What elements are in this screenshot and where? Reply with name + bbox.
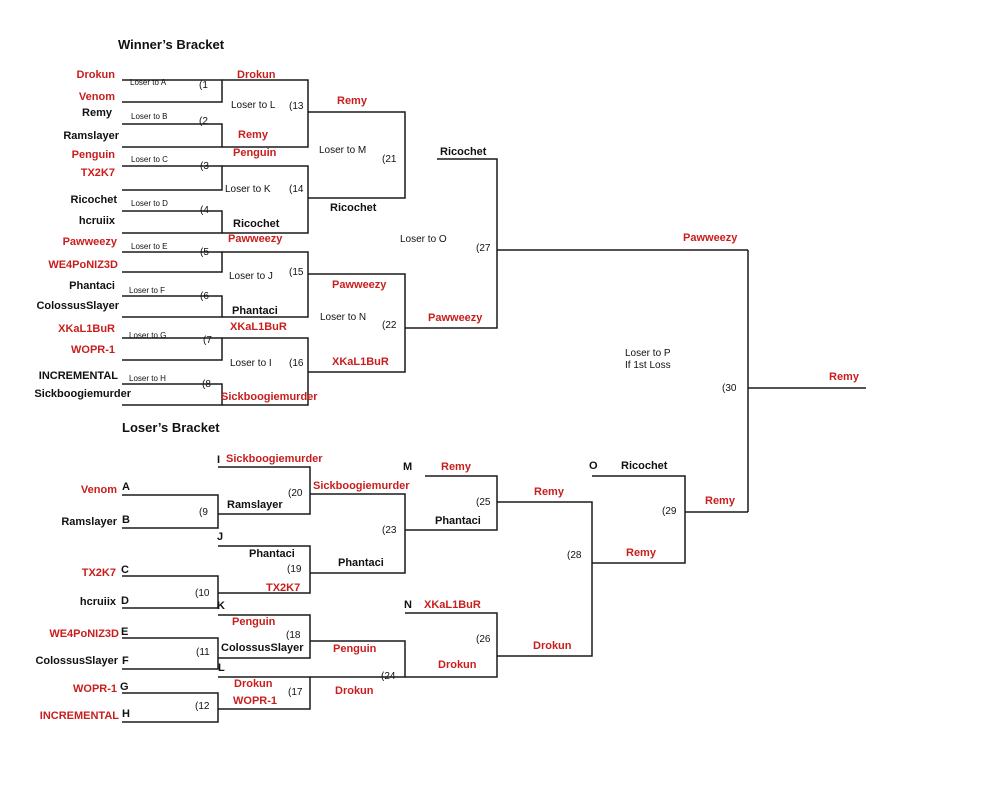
wb-r1-player: Venom [78,91,115,103]
wb-loser-to-label: Loser to E [131,242,168,251]
match-number: (23 [382,525,397,536]
match-number: (27 [476,243,491,254]
match-number: (18 [286,630,301,641]
wb-loser-to-label: Loser to F [129,286,166,295]
wb-r2-player: Drokun [237,69,276,81]
wb-loser-to-label: Loser to J [229,271,273,282]
match-number: (26 [476,634,491,645]
match-number: (4 [200,205,209,216]
lb-r4-player: Drokun [438,659,477,671]
match-number: (9 [199,507,208,518]
wb-r3-player: Remy [337,95,367,107]
wb-champion: Pawweezy [683,232,738,244]
lb-r1-player: Venom [80,484,117,496]
match-number: (24 [381,671,396,682]
slot-letter: G [120,681,129,693]
match-number: (8 [202,379,211,390]
lb-r6-player: Ricochet [621,460,668,472]
match-number: (12 [195,701,210,712]
lb-r3-player: Phantaci [338,557,384,569]
wb-r2-player: Phantaci [232,305,278,317]
match-number: (17 [288,687,303,698]
match-number: (21 [382,154,397,165]
lb-r2-player: WOPR-1 [233,695,277,707]
match-number: (30 [722,383,737,394]
match-number: (28 [567,550,582,561]
wb-loser-to-label: Loser to C [131,155,168,164]
wb-loser-to-label: Loser to H [129,374,166,383]
lb-r1-player: Ramslayer [61,516,117,528]
match-number: (7 [203,335,212,346]
wb-r1-player: Drokun [76,69,115,81]
wb-loser-to-label: Loser to M [319,145,367,156]
wb-loser-to-label: Loser to N [320,312,367,323]
final-loser-to-label: Loser to P [625,348,671,359]
match-number: (14 [289,184,304,195]
wb-loser-to-label: Loser to D [131,199,168,208]
lb-r1-player: WE4PoNIZ3D [49,628,119,640]
winners-bracket-heading: Winner’s Bracket [118,37,225,52]
wb-match-2-bracket [122,124,222,147]
match-number: (29 [662,506,677,517]
wb-loser-to-label: Loser to K [225,184,271,195]
wb-r4-player: Ricochet [440,146,487,158]
match-number: (6 [200,291,209,302]
wb-r1-player: Ricochet [70,194,117,206]
lb-r5-player: Drokun [533,640,572,652]
lb-r2-player: TX2K7 [266,582,301,594]
match-number: (16 [289,358,304,369]
match-number: (3 [200,161,209,172]
wb-loser-to-label: Loser to B [131,112,168,121]
slot-letter: N [404,599,412,611]
slot-letter: I [217,454,221,466]
slot-letter: O [589,460,598,472]
lb-r1-player: hcruiix [79,596,116,608]
wb-r1-player: INCREMENTAL [38,370,118,382]
match-number: (5 [200,247,209,258]
slot-letter: D [121,595,129,607]
tournament-champion: Remy [829,371,859,383]
wb-r1-player: WE4PoNIZ3D [48,259,118,271]
wb-r2-player: Pawweezy [228,233,283,245]
wb-loser-to-label: Loser to O [400,234,447,245]
lb-r1-player: ColossusSlayer [35,655,118,667]
wb-r1-player: hcruiix [78,215,115,227]
lb-r2-player: Drokun [234,678,273,690]
slot-letter: K [217,600,225,612]
lb-r2-player: Sickboogiemurder [226,453,323,465]
lb-r3-player: Sickboogiemurder [313,480,410,492]
lb-r5-player: Remy [534,486,564,498]
wb-loser-to-label: Loser to I [230,358,272,369]
wb-r2-player: Penguin [233,147,277,159]
lb-r6-player: Remy [626,547,656,559]
wb-r1-player: Phantaci [69,280,115,292]
lb-r2-player: Ramslayer [227,499,283,511]
lb-r2-player: Phantaci [249,548,295,560]
match-number: (1 [199,80,208,91]
wb-loser-to-label: Loser to G [129,331,167,340]
slot-letter: B [122,514,130,526]
wb-r1-player: Remy [82,107,112,119]
losers-bracket-heading: Loser’s Bracket [122,420,220,435]
wb-loser-to-label: Loser to L [231,100,276,111]
slot-letter: L [218,662,225,674]
wb-r1-player: Penguin [71,149,115,161]
match-number: (15 [289,267,304,278]
lb-champion: Remy [705,495,735,507]
lb-match-28-bracket [497,502,592,656]
lb-r4-player: XKaL1BuR [424,599,481,611]
lb-r4-player: Remy [441,461,471,473]
wb-r1-player: XKaL1BuR [58,323,115,335]
match-number: (19 [287,564,302,575]
wb-r3-player: XKaL1BuR [332,356,389,368]
wb-r2-player: XKaL1BuR [230,321,287,333]
slot-letter: M [403,461,413,473]
wb-r1-player: TX2K7 [80,167,115,179]
wb-r1-player: ColossusSlayer [36,300,119,312]
slot-letter: F [122,655,129,667]
wb-r1-player: Sickboogiemurder [34,388,131,400]
lb-r1-player: WOPR-1 [73,683,117,695]
slot-letter: A [122,481,130,493]
match-number: (2 [199,116,208,127]
slot-letter: E [121,626,129,638]
lb-r1-player: TX2K7 [81,567,116,579]
wb-r3-player: Pawweezy [332,279,387,291]
wb-r2-player: Sickboogiemurder [221,391,318,403]
match-number: (13 [289,101,304,112]
lb-r1-player: INCREMENTAL [39,710,119,722]
wb-r1-player: Ramslayer [63,130,119,142]
slot-letter: J [217,531,224,543]
wb-r3-player: Ricochet [330,202,377,214]
match-number: (11 [196,647,210,658]
lb-r4-player: Phantaci [435,515,481,527]
match-number: (25 [476,497,491,508]
lb-r2-player: Penguin [232,616,276,628]
slot-letter: H [122,708,130,720]
match-number: (10 [195,588,210,599]
wb-loser-to-label: Loser to A [130,78,167,87]
wb-r1-player: Pawweezy [62,236,117,248]
lb-r3-player: Drokun [335,685,374,697]
wb-r1-player: WOPR-1 [71,344,115,356]
match-number: (22 [382,320,397,331]
lb-r2-player: ColossusSlayer [221,642,304,654]
wb-r2-player: Ricochet [233,218,280,230]
match-number: (20 [288,488,303,499]
lb-r3-player: Penguin [333,643,377,655]
slot-letter: C [121,564,129,576]
wb-r4-player: Pawweezy [428,312,483,324]
final-condition-label: If 1st Loss [625,360,671,371]
wb-r2-player: Remy [238,129,268,141]
